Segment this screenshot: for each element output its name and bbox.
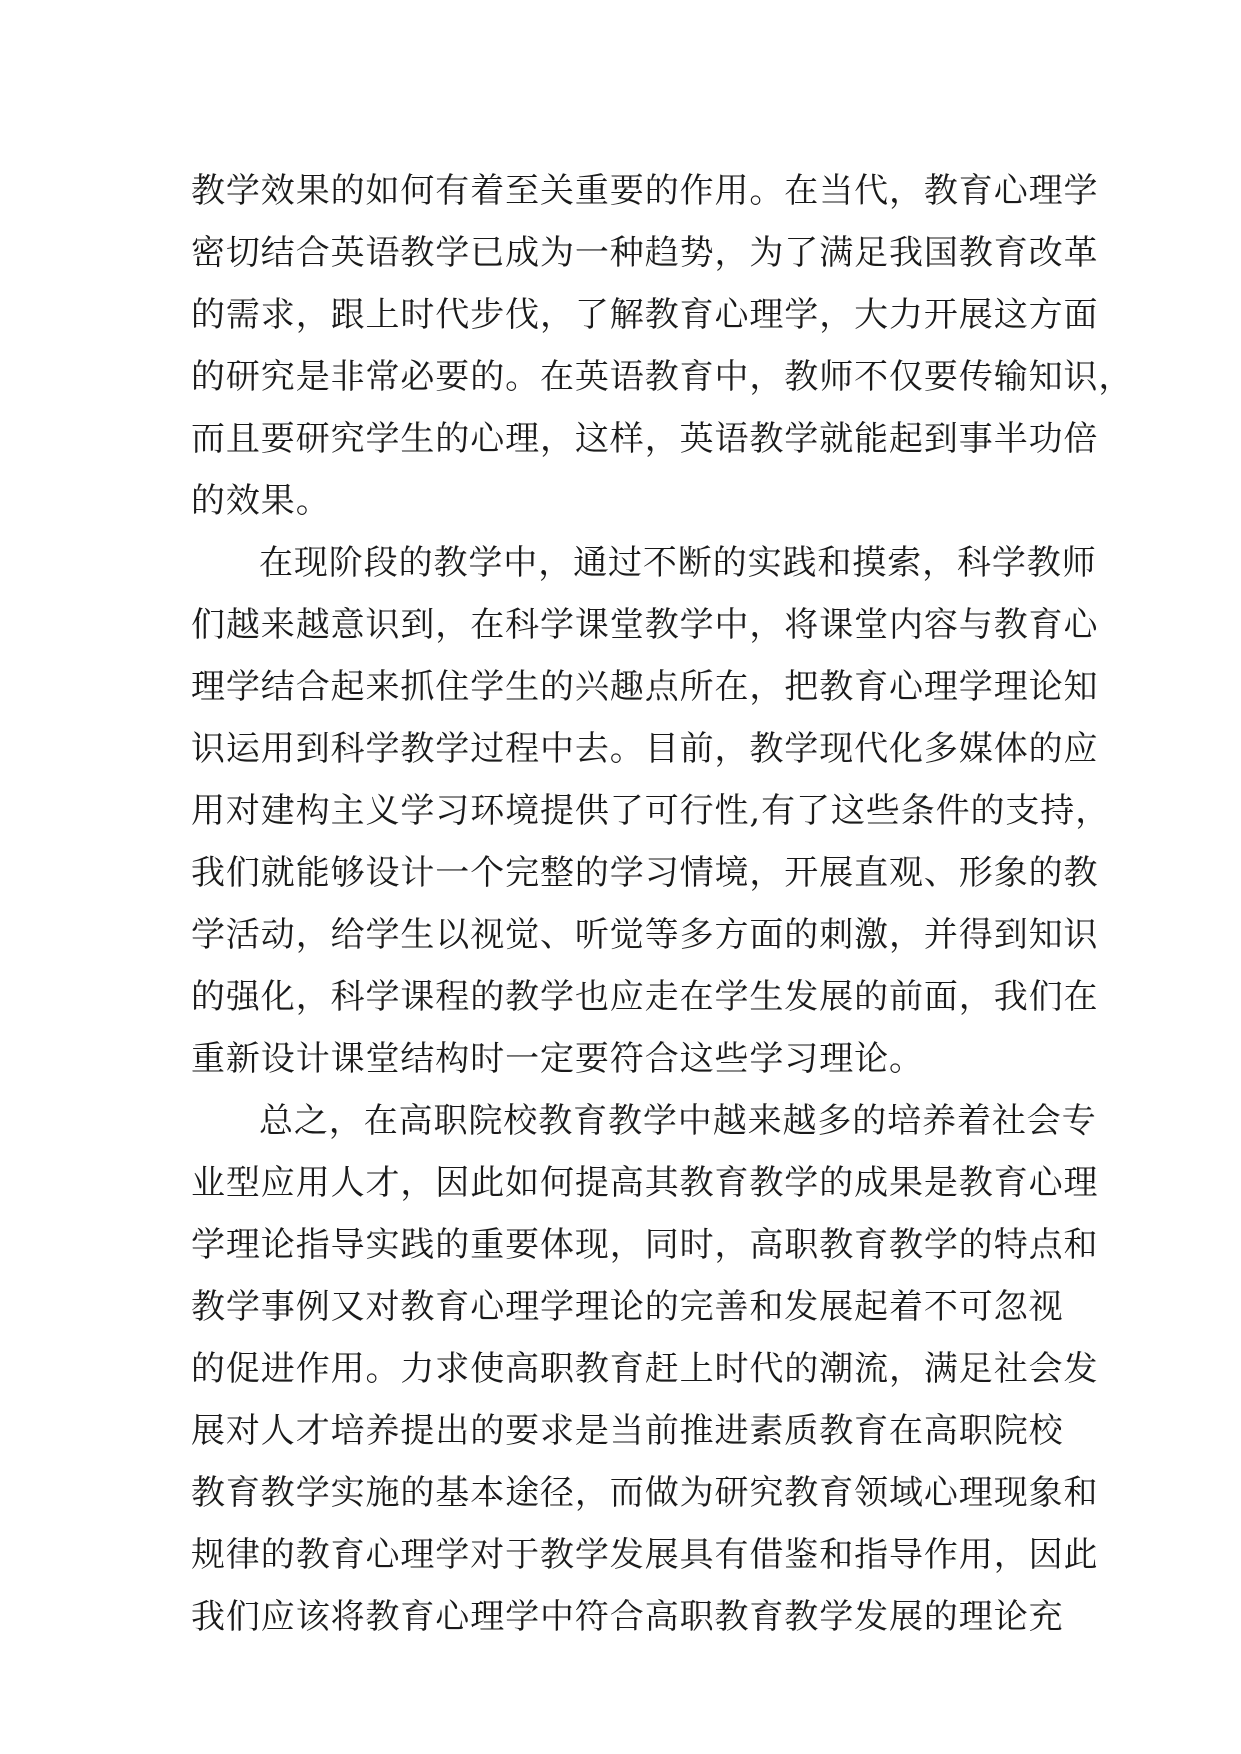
- text-line: 识运用到科学教学过程中去。目前，教学现代化多媒体的应: [191, 729, 1099, 769]
- text-line: 规律的教育心理学对于教学发展具有借鉴和指导作用，因此: [191, 1535, 1099, 1575]
- text-line: 在现阶段的教学中，通过不断的实践和摸索，科学教师: [259, 543, 1097, 583]
- text-line: 的效果。: [191, 481, 331, 521]
- text-line: 而且要研究学生的心理，这样，英语教学就能起到事半功倍: [191, 419, 1099, 459]
- text-line: 密切结合英语教学已成为一种趋势，为了满足我国教育改革: [191, 233, 1099, 273]
- body-text: [191, 160, 1134, 1648]
- text-line: 的强化，科学课程的教学也应走在学生发展的前面，我们在: [191, 977, 1099, 1017]
- text-line: 总之，在高职院校教育教学中越来越多的培养着社会专: [259, 1101, 1097, 1141]
- text-line: 的促进作用。力求使高职教育赶上时代的潮流，满足社会发: [191, 1349, 1099, 1389]
- paragraph-2: [191, 532, 1111, 1090]
- text-line: 学理论指导实践的重要体现，同时，高职教育教学的特点和: [191, 1225, 1099, 1265]
- text-line: 我们就能够设计一个完整的学习情境，开展直观、形象的教: [191, 853, 1099, 893]
- text-line: 理学结合起来抓住学生的兴趣点所在，把教育心理学理论知: [191, 667, 1099, 707]
- text-line: 展对人才培养提出的要求是当前推进素质教育在高职院校: [191, 1411, 1064, 1451]
- text-line: 的研究是非常必要的。在英语教育中，教师不仅要传输知识，: [191, 357, 1134, 397]
- text-line: 重新设计课堂结构时一定要符合这些学习理论。: [191, 1039, 924, 1079]
- text-line: 们越来越意识到，在科学课堂教学中，将课堂内容与教育心: [191, 605, 1099, 645]
- text-line: 我们应该将教育心理学中符合高职教育教学发展的理论充: [191, 1597, 1064, 1637]
- text-line: 教学效果的如何有着至关重要的作用。在当代，教育心理学: [191, 171, 1099, 211]
- text-line: 学活动，给学生以视觉、听觉等多方面的刺激，并得到知识: [191, 915, 1099, 955]
- text-line: 用对建构主义学习环境提供了可行性,有了这些条件的支持，: [191, 791, 1111, 831]
- text-line: 业型应用人才，因此如何提高其教育教学的成果是教育心理: [191, 1163, 1099, 1203]
- text-line: 教学事例又对教育心理学理论的完善和发展起着不可忽视: [191, 1287, 1064, 1327]
- text-line: 的需求，跟上时代步伐，了解教育心理学，大力开展这方面: [191, 295, 1099, 335]
- paragraph-3: [191, 1090, 1099, 1648]
- paragraph-1: [191, 160, 1134, 532]
- text-line: 教育教学实施的基本途径，而做为研究教育领域心理现象和: [191, 1473, 1099, 1513]
